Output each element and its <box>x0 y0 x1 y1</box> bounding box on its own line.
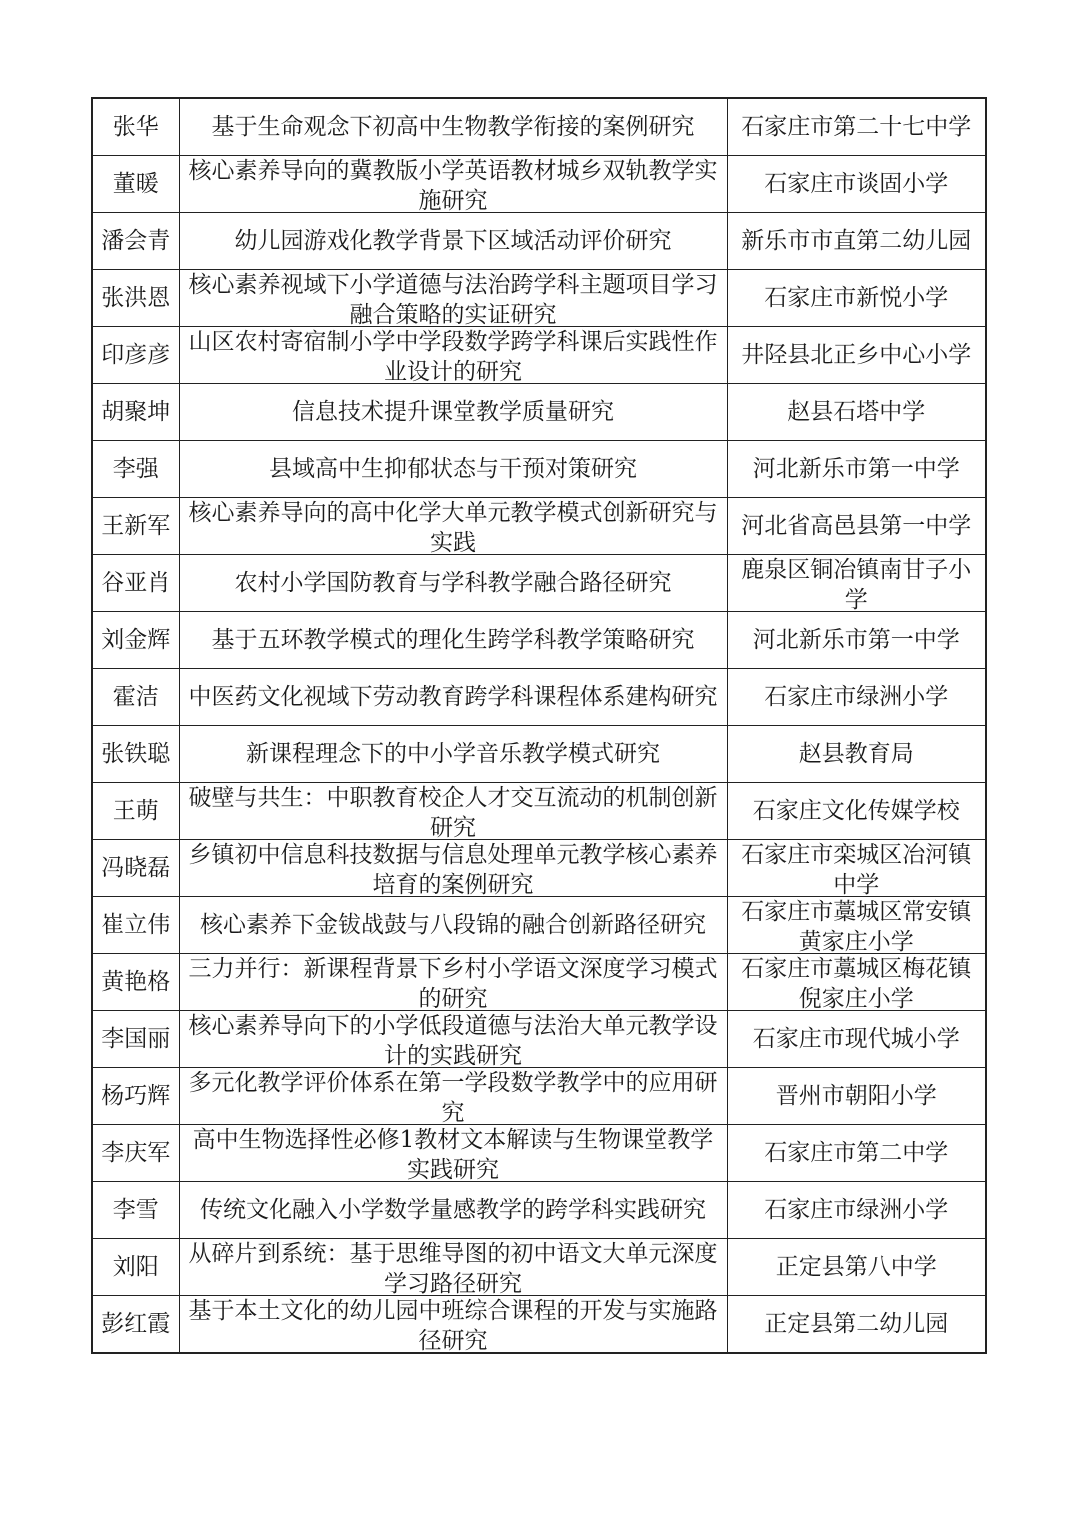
name-cell <box>92 1125 179 1182</box>
unit-cell <box>727 156 986 213</box>
unit-cell <box>727 1125 986 1182</box>
table-row <box>92 726 986 783</box>
name-cell <box>92 783 179 840</box>
name-cell <box>92 270 179 327</box>
name-cell-text: 王新军 <box>101 513 171 539</box>
name-cell-text: 冯晓磊 <box>101 855 171 881</box>
unit-cell <box>727 270 986 327</box>
topic-cell-text: 核心素养下金钹战鼓与八段锦的融合创新路径研究 <box>200 912 706 938</box>
unit-cell <box>727 1182 986 1239</box>
name-cell <box>92 498 179 555</box>
table-row <box>92 669 986 726</box>
topic-cell <box>179 327 727 384</box>
name-cell <box>92 726 179 783</box>
topic-cell-text: 核心素养导向的高中化学大单元教学模式创新研究与实践 <box>188 500 718 554</box>
topic-cell-text: 信息技术提升课堂教学质量研究 <box>292 399 614 425</box>
table-row <box>92 1011 986 1068</box>
topic-cell-text: 核心素养视域下小学道德与法治跨学科主题项目学习融合策略的实证研究 <box>188 272 718 326</box>
unit-cell-text: 河北新乐市第一中学 <box>752 627 960 653</box>
unit-cell-text: 石家庄市栾城区冶河镇中学 <box>741 842 972 896</box>
name-cell <box>92 1239 179 1296</box>
topic-cell <box>179 1125 727 1182</box>
unit-cell-text: 鹿泉区铜冶镇南甘子小学 <box>741 557 972 611</box>
name-cell <box>92 384 179 441</box>
topic-cell-text: 三力并行：新课程背景下乡村小学语文深度学习模式的研究 <box>188 956 718 1010</box>
table-row <box>92 1182 986 1239</box>
unit-cell-text: 石家庄市现代城小学 <box>752 1026 960 1052</box>
unit-cell <box>727 1296 986 1354</box>
name-cell-text: 王萌 <box>112 798 159 824</box>
unit-cell <box>727 498 986 555</box>
name-cell-text: 彭红霞 <box>101 1311 171 1337</box>
unit-cell-text: 正定县第八中学 <box>775 1254 937 1280</box>
name-cell-text: 董暖 <box>112 171 159 197</box>
project-table <box>91 97 987 1354</box>
table-row <box>92 555 986 612</box>
table-row <box>92 270 986 327</box>
name-cell <box>92 954 179 1011</box>
topic-cell-text: 农村小学国防教育与学科教学融合路径研究 <box>234 570 672 596</box>
unit-cell-text: 井陉县北正乡中心小学 <box>741 342 972 368</box>
unit-cell-text: 正定县第二幼儿园 <box>764 1311 949 1337</box>
unit-cell <box>727 897 986 954</box>
name-cell-text: 李国丽 <box>101 1026 171 1052</box>
unit-cell-text: 石家庄市谈固小学 <box>764 171 949 197</box>
name-cell <box>92 1182 179 1239</box>
topic-cell <box>179 1182 727 1239</box>
table-row <box>92 98 986 156</box>
topic-cell-text: 破壁与共生：中职教育校企人才交互流动的机制创新研究 <box>188 785 718 839</box>
table-body <box>92 98 986 1353</box>
name-cell <box>92 555 179 612</box>
name-cell-text: 李强 <box>112 456 159 482</box>
unit-cell-text: 河北新乐市第一中学 <box>752 456 960 482</box>
table-row <box>92 840 986 897</box>
name-cell <box>92 669 179 726</box>
name-cell-text: 张华 <box>112 114 159 140</box>
table-row <box>92 1239 986 1296</box>
topic-cell <box>179 98 727 156</box>
topic-cell <box>179 897 727 954</box>
unit-cell <box>727 954 986 1011</box>
unit-cell <box>727 327 986 384</box>
name-cell <box>92 327 179 384</box>
topic-cell-text: 基于本土文化的幼儿园中班综合课程的开发与实施路径研究 <box>188 1298 718 1352</box>
table-row <box>92 327 986 384</box>
name-cell <box>92 98 179 156</box>
unit-cell-text: 晋州市朝阳小学 <box>775 1083 937 1109</box>
unit-cell-text: 石家庄市藁城区梅花镇倪家庄小学 <box>741 956 972 1010</box>
name-cell-text: 潘会青 <box>101 228 171 254</box>
unit-cell-text: 石家庄市绿洲小学 <box>764 1197 949 1223</box>
topic-cell <box>179 840 727 897</box>
name-cell-text: 张洪恩 <box>101 285 171 311</box>
topic-cell-text: 乡镇初中信息科技数据与信息处理单元教学核心素养培育的案例研究 <box>188 842 718 896</box>
unit-cell <box>727 726 986 783</box>
topic-cell <box>179 1011 727 1068</box>
name-cell-text: 黄艳格 <box>101 969 171 995</box>
topic-cell <box>179 498 727 555</box>
topic-cell-text: 核心素养导向下的小学低段道德与法治大单元教学设计的实践研究 <box>188 1013 718 1067</box>
name-cell <box>92 1011 179 1068</box>
table-row <box>92 1068 986 1125</box>
name-cell-text: 谷亚肖 <box>101 570 171 596</box>
name-cell <box>92 441 179 498</box>
unit-cell-text: 石家庄市藁城区常安镇黄家庄小学 <box>741 899 972 953</box>
table-row <box>92 1296 986 1354</box>
unit-cell <box>727 555 986 612</box>
name-cell-text: 李雪 <box>112 1197 159 1223</box>
topic-cell <box>179 726 727 783</box>
topic-cell <box>179 441 727 498</box>
topic-cell <box>179 954 727 1011</box>
table-row <box>92 897 986 954</box>
unit-cell <box>727 384 986 441</box>
topic-cell <box>179 156 727 213</box>
name-cell <box>92 612 179 669</box>
unit-cell <box>727 441 986 498</box>
topic-cell-text: 基于五环教学模式的理化生跨学科教学策略研究 <box>211 627 695 653</box>
name-cell-text: 崔立伟 <box>101 912 171 938</box>
name-cell-text: 印彦彦 <box>101 342 171 368</box>
topic-cell-text: 核心素养导向的冀教版小学英语教材城乡双轨教学实施研究 <box>188 158 718 212</box>
topic-cell <box>179 213 727 270</box>
topic-cell <box>179 669 727 726</box>
name-cell <box>92 1068 179 1125</box>
table-row <box>92 441 986 498</box>
topic-cell <box>179 612 727 669</box>
name-cell-text: 刘阳 <box>112 1254 159 1280</box>
table-row <box>92 954 986 1011</box>
topic-cell-text: 中医药文化视域下劳动教育跨学科课程体系建构研究 <box>188 684 718 710</box>
topic-cell-text: 多元化教学评价体系在第一学段数学教学中的应用研究 <box>188 1070 718 1124</box>
topic-cell-text: 幼儿园游戏化教学背景下区域活动评价研究 <box>234 228 672 254</box>
name-cell-text: 刘金辉 <box>101 627 171 653</box>
topic-cell-text: 从碎片到系统：基于思维导图的初中语文大单元深度学习路径研究 <box>188 1241 718 1295</box>
unit-cell-text: 石家庄市绿洲小学 <box>764 684 949 710</box>
name-cell-text: 张铁聪 <box>101 741 171 767</box>
name-cell <box>92 1296 179 1354</box>
name-cell <box>92 213 179 270</box>
topic-cell <box>179 1296 727 1354</box>
unit-cell <box>727 1011 986 1068</box>
name-cell-text: 胡聚坤 <box>101 399 171 425</box>
unit-cell-text: 石家庄市第二十七中学 <box>741 114 972 140</box>
unit-cell <box>727 669 986 726</box>
unit-cell-text: 石家庄市新悦小学 <box>764 285 949 311</box>
topic-cell <box>179 270 727 327</box>
unit-cell <box>727 1068 986 1125</box>
unit-cell-text: 石家庄市第二中学 <box>764 1140 949 1166</box>
unit-cell <box>727 840 986 897</box>
topic-cell <box>179 1068 727 1125</box>
name-cell-text: 霍洁 <box>112 684 159 710</box>
name-cell <box>92 897 179 954</box>
topic-cell <box>179 1239 727 1296</box>
name-cell <box>92 156 179 213</box>
unit-cell-text: 石家庄文化传媒学校 <box>752 798 960 824</box>
topic-cell-text: 山区农村寄宿制小学中学段数学跨学科课后实践性作业设计的研究 <box>188 329 718 383</box>
name-cell <box>92 840 179 897</box>
unit-cell-text: 河北省高邑县第一中学 <box>741 513 972 539</box>
table-row <box>92 612 986 669</box>
topic-cell <box>179 555 727 612</box>
topic-cell-text: 高中生物选择性必修1教材文本解读与生物课堂教学实践研究 <box>192 1127 714 1181</box>
table-row <box>92 1125 986 1182</box>
unit-cell-text: 赵县教育局 <box>798 741 914 767</box>
unit-cell <box>727 213 986 270</box>
unit-cell <box>727 612 986 669</box>
name-cell-text: 杨巧辉 <box>101 1083 171 1109</box>
unit-cell-text: 赵县石塔中学 <box>787 399 926 425</box>
topic-cell <box>179 783 727 840</box>
unit-cell <box>727 1239 986 1296</box>
topic-cell-text: 基于生命观念下初高中生物教学衔接的案例研究 <box>211 114 695 140</box>
topic-cell-text: 县域高中生抑郁状态与干预对策研究 <box>269 456 637 482</box>
topic-cell-text: 传统文化融入小学数学量感教学的跨学科实践研究 <box>200 1197 706 1223</box>
name-cell-text: 李庆军 <box>101 1140 171 1166</box>
table-row <box>92 213 986 270</box>
table-row <box>92 384 986 441</box>
unit-cell <box>727 783 986 840</box>
topic-cell-text: 新课程理念下的中小学音乐教学模式研究 <box>246 741 660 767</box>
table-row <box>92 498 986 555</box>
table-row <box>92 783 986 840</box>
unit-cell <box>727 98 986 156</box>
table-row <box>92 156 986 213</box>
unit-cell-text: 新乐市市直第二幼儿园 <box>741 228 972 254</box>
topic-cell <box>179 384 727 441</box>
